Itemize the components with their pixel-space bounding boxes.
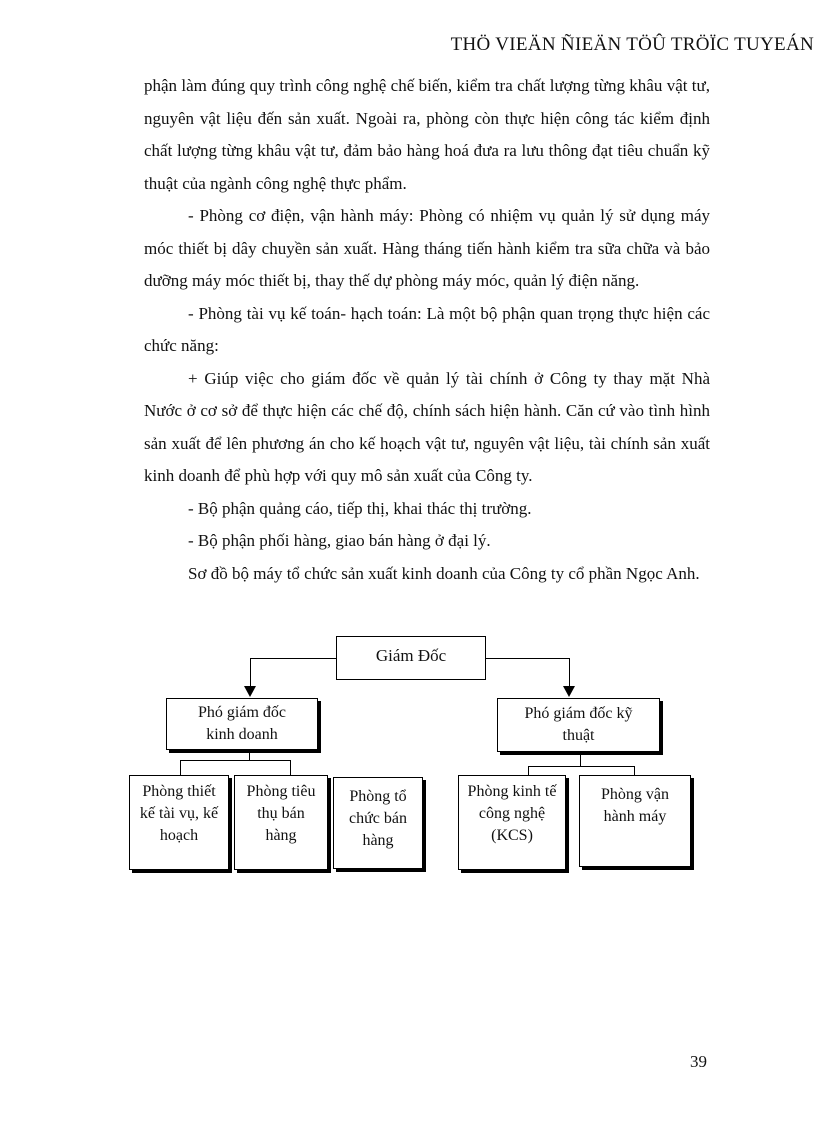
body-text bbox=[144, 70, 710, 590]
paragraph-7: Sơ đồ bộ máy tổ chức sản xuất kinh doanh của Công ty cổ phần Ngọc Anh. bbox=[188, 563, 700, 583]
connector-to-design-finance bbox=[180, 760, 181, 776]
connector-business-bar bbox=[180, 760, 291, 761]
paragraph-3: - Phòng tài vụ kế toán- hạch toán: Là một bộ phận quan trọng thực hiện các chức năng: bbox=[144, 303, 710, 355]
paragraph-1: phận làm đúng quy trình công nghệ chế biến, kiểm tra chất lượng từng khâu vật tư, nguyên vật liệu đến sản xuất. Ngoài ra, phòng còn thực hiện công tác kiểm định chất lượng từng khâu vật tư, đảm bảo hàng hoá đưa ra lưu thông đạt tiêu chuẩn kỹ thuật của ngành công nghệ thực phẩm. bbox=[144, 76, 710, 193]
paragraph-4: + Giúp việc cho giám đốc về quản lý tài chính ở Công ty thay mặt Nhà Nước ở cơ sở để thực hiện các chế độ, chính sách hiện hành. Căn cứ vào tình hình sản xuất để lên phương án cho kế hoạch vật tư, nguyên vật liệu, tài chính sản xuất kinh doanh để phù hợp với quy mô sản xuất của Công ty. bbox=[144, 368, 710, 485]
box-deputy-business: Phó giám đốc kinh doanh bbox=[166, 698, 318, 750]
arrow-to-deputy-technical bbox=[563, 686, 575, 697]
box-dept-sales: Phòng tiêu thụ bán hàng bbox=[234, 775, 328, 870]
connector-director-right-down bbox=[569, 658, 570, 688]
paragraph-5: - Bộ phận quảng cáo, tiếp thị, khai thác thị trường. bbox=[188, 498, 532, 518]
box-director: Giám Đốc bbox=[336, 636, 486, 680]
connector-director-left bbox=[250, 658, 336, 659]
connector-to-sales bbox=[290, 760, 291, 776]
connector-technical-bar bbox=[528, 766, 635, 767]
box-dept-operations: Phòng vận hành máy bbox=[579, 775, 691, 867]
arrow-to-deputy-business bbox=[244, 686, 256, 697]
connector-technical-down bbox=[580, 752, 581, 766]
connector-director-right bbox=[486, 658, 569, 659]
paragraph-6: - Bộ phận phối hàng, giao bán hàng ở đại lý. bbox=[188, 531, 491, 550]
box-dept-design-finance: Phòng thiết kế tài vụ, kế hoạch bbox=[129, 775, 229, 870]
paragraph-2: - Phòng cơ điện, vận hành máy: Phòng có nhiệm vụ quản lý sử dụng máy móc thiết bị dây chuyền sản xuất. Hàng tháng tiến hành kiểm tra sữa chữa và bảo dưỡng máy móc thiết bị, thay thế dự phòng máy móc, quản lý điện năng. bbox=[144, 206, 710, 290]
box-deputy-technical: Phó giám đốc kỹ thuật bbox=[497, 698, 660, 752]
connector-business-down bbox=[249, 750, 250, 760]
page-header-title: THÖ VIEÄN ÑIEÄN TÖÛ TRÖÏC TUYEÁN bbox=[450, 34, 814, 55]
connector-director-left-down bbox=[250, 658, 251, 688]
page-number: 39 bbox=[690, 1052, 707, 1071]
box-dept-kcs: Phòng kinh tế công nghệ (KCS) bbox=[458, 775, 566, 870]
box-dept-sales-org: Phòng tổ chức bán hàng bbox=[333, 777, 423, 869]
